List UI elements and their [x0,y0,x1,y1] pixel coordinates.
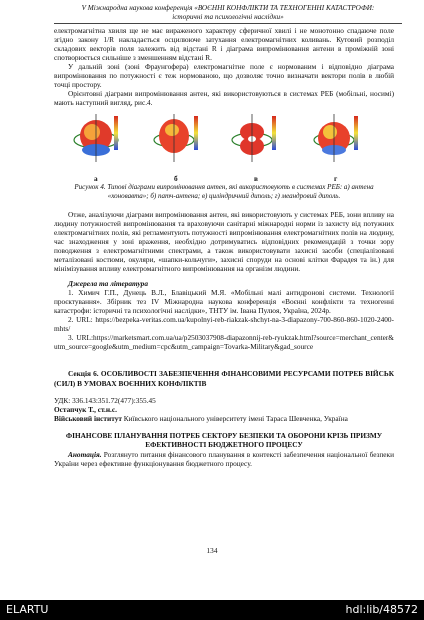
handle-identifier: hdl:lib/48572 [345,603,418,616]
section-heading: Секція 6. ОСОБЛИВОСТІ ЗАБЕЗПЕЧЕННЯ ФІНАНСОВИМИ РЕСУРСАМИ ПОТРЕБ ВІЙСЬК (СИЛ) В УМОВАХ ВОЄННИХ КОНФЛІКТІВ [54,369,394,388]
paragraph-4: Отже, аналізуючи діаграми випромінювання антен, які використовують у системах РЕБ, зони впливу на людину потужностей випромінювання та враховуючи санітарні міжнародні норми із захисту від потужних електромагнітних полів, які регламентують потужності випромінювання електромагнітних полів на людину, час знаходження у зоні враження, необхідно дотримуватись відповідних рекомендацій з точки зору поводження з електромагнітними спектрами, а також використовувати захисні засоби (спеціалізовані металізовані костюми, окуляри, «шапки-кольчуги», захисні споруди на основі клітки Фарадея та ін.) для мінімізування впливу електромагнітного випромінювання на організм людини. [54,209,394,273]
antenna-pattern-a-image [66,110,126,168]
header-line-1: V Міжнародна наукова конференція «ВОЄННІ КОНФЛІКТИ ТА ТЕХНОГЕННІ КАТАСТРОФИ: [81,4,375,12]
antenna-pattern-d-image [306,110,366,168]
article-abstract [54,450,394,468]
antenna-pattern-c-image [226,110,286,168]
paragraph-1: електромагнітна хвиля ще не має вираженого характеру сферичної хвилі і не монотонно спадаюче поле згідно закону 1/R накладається осцилююче затухання електромагнітних коливань. Кутовий розподіл складових векторів поля залежить від відстані R і діаграма випромінювання антени в проміжній зоні спотворюється сильніше з зменшенням відстані R. [54,26,394,63]
article-title: ФІНАНСОВЕ ПЛАНУВАННЯ ПОТРЕБ СЕКТОРУ БЕЗПЕКИ ТА ОБОРОНИ КРІЗЬ ПРИЗМУ ЕФЕКТИВНОСТІ БЮДЖЕТНОГО ПРОЦЕСУ [65,431,383,450]
page-number: 134 [206,546,218,555]
figure-label-d: г [334,174,338,184]
references-title: Джерела та література [68,278,148,288]
abstract-text: Розглянуто питання фінансового планування в контексті забезпечення національної безпеки України через ефективне функціонування бюджетного процесу. [54,449,394,468]
figure-caption: Рисунок 4. Типові діаграми випромінювання антен, які використовують в системах РЕБ: а) антена «хоновавта»; б) патч-антена; в) циліндричний диполь; г) меандровий диполь. [74,183,374,201]
page-content [54,26,394,468]
figure-label-c: в [254,174,258,184]
author-affiliation [54,414,394,423]
repository-name: ELARTU [6,603,49,616]
reference-item-1: 1. Химич Г.П., Дунець В.Л., Блавіцький М.Я. «Мобільні малі антидронові системи. Технології проєктування». Збірник тез IV Міжнародна наукова конференція «Воєнні конфлікти та техногенні катастрофи: історичні та психологічні наслідки», ТНТУ ім. Івана Пулюя, Україна, 2024р. [54,287,394,316]
abstract-label: Анотація. [68,449,102,459]
udk-code: УДК: 336.143:351.72(477):355.45 [54,395,156,405]
author-name: Остапчук Т., ст.н.с. [54,404,117,414]
paragraph-2: У дальній зоні (зоні Фраунгофера) електромагнітне поле є нормованим і відповідно діаграма випромінювання по потужності є теж нормованою, що дозволяє точно визначати вектори полів в любій точці простору. [54,62,394,90]
header-line-2: історичні та психологічні наслідки» [172,13,284,21]
running-header [54,4,402,22]
affiliation-university: Київського національного університету імені Тараса Шевченка, Україна [121,414,348,423]
figure-label-b: б [174,174,178,184]
repository-footer-bar [0,600,424,620]
paragraph-3: Орієнтовні діаграми випромінювання антен, які використовуються в системах РЕБ (мобільні, носимі) мають наступний вигляд, рис.4. [54,89,394,108]
reference-item-2[interactable]: 2. URL: https://bezpeka-veritas.com.ua/kupolnyi-reb-riakzak-shchyt-na-3-diapazony-700-860-860-1020-2400-mhts/ [54,315,394,334]
figure-antenna-patterns [54,110,394,174]
figure-label-a: а [94,174,98,184]
affiliation-institute: Військовий інститут [54,414,122,423]
figure-panel-labels [54,174,394,183]
reference-item-3[interactable]: 3. URL:https://marketsmart.com.ua/ua/p2503037908-diapazonnij-reb-ryukzak.html?source=merchant_center&utm_source=google&utm_medium=cpc&utm_campaign=Tovarka-Military&gad_source [54,333,394,352]
antenna-pattern-b-image [146,110,206,168]
header-divider [54,23,402,24]
